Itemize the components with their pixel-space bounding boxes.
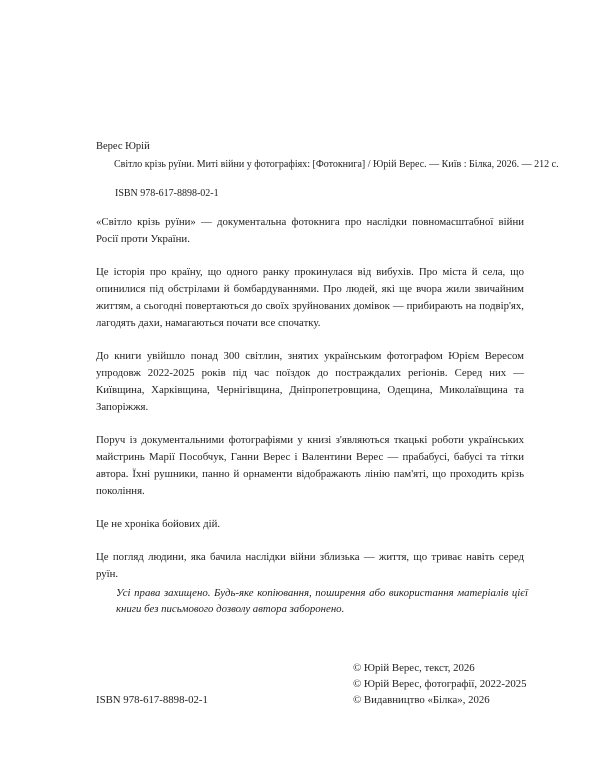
annotation-text [96, 214, 524, 599]
catalog-isbn: ISBN 978-617-8898-02-1 [115, 188, 219, 199]
paragraph-5: Це не хроніка бойових дій. [96, 518, 221, 530]
paragraph-2: Це історія про країну, що одного ранку прокинулася від вибухів. Про міста й села, що опинилися під обстрілами й бомбардуваннями. Про людей, які ще вчора жили звичайним життям, а сьогодні повертаються до своїх зруйнованих домівок — прибирають на подвір'ях, лагодять дахи, намагаються почати все спочатку. [96, 266, 524, 329]
paragraph-3: До книги увійшло понад 300 світлин, знятих українським фотографом Юрієм Вересом упродовж 2022-2025 років під час поїздок до постраждалих регіонів. Серед них — Київщина, Харківщина, Чернігівщина, Дніпропетровщина, Одещина, Миколаївщина та Запоріжжя. [96, 350, 524, 413]
paragraph-6: Це погляд людини, яка бачила наслідки війни зблизька — життя, що триває навіть серед руїн. [96, 551, 524, 580]
catalog-title-line: Світло крізь руїни. Миті війни у фотографіях: [Фотокнига] / Юрій Верес. — Київ : Білка, 2026. — 212 с. [114, 159, 559, 170]
copyright-block [353, 660, 527, 708]
catalog-author: Верес Юрій [96, 141, 150, 152]
copyright-line: © Юрій Верес, фотографії, 2022-2025 [353, 678, 527, 690]
copyright-line: © Юрій Верес, текст, 2026 [353, 662, 475, 674]
paragraph-1: «Світло крізь руїни» — документальна фотокнига про наслідки повномасштабної війни Росії проти України. [96, 216, 524, 245]
bottom-isbn: ISBN 978-617-8898-02-1 [96, 694, 208, 706]
copyright-line: © Видавництво «Білка», 2026 [353, 694, 490, 706]
paragraph-4: Поруч із документальними фотографіями у книзі з'являються ткацькі роботи українських майстринь Марії Пособчук, Ганни Верес і Валентини Верес — прабабусі, бабусі та тітки автора. Їхні рушники, панно й орнаменти відображають лінію пам'яті, що проходить крізь покоління. [96, 434, 524, 497]
rights-notice: Усі права захищено. Будь-яке копіювання, поширення або використання матеріалів цієї книги без письмового дозволу автора заборонено. [116, 587, 528, 615]
